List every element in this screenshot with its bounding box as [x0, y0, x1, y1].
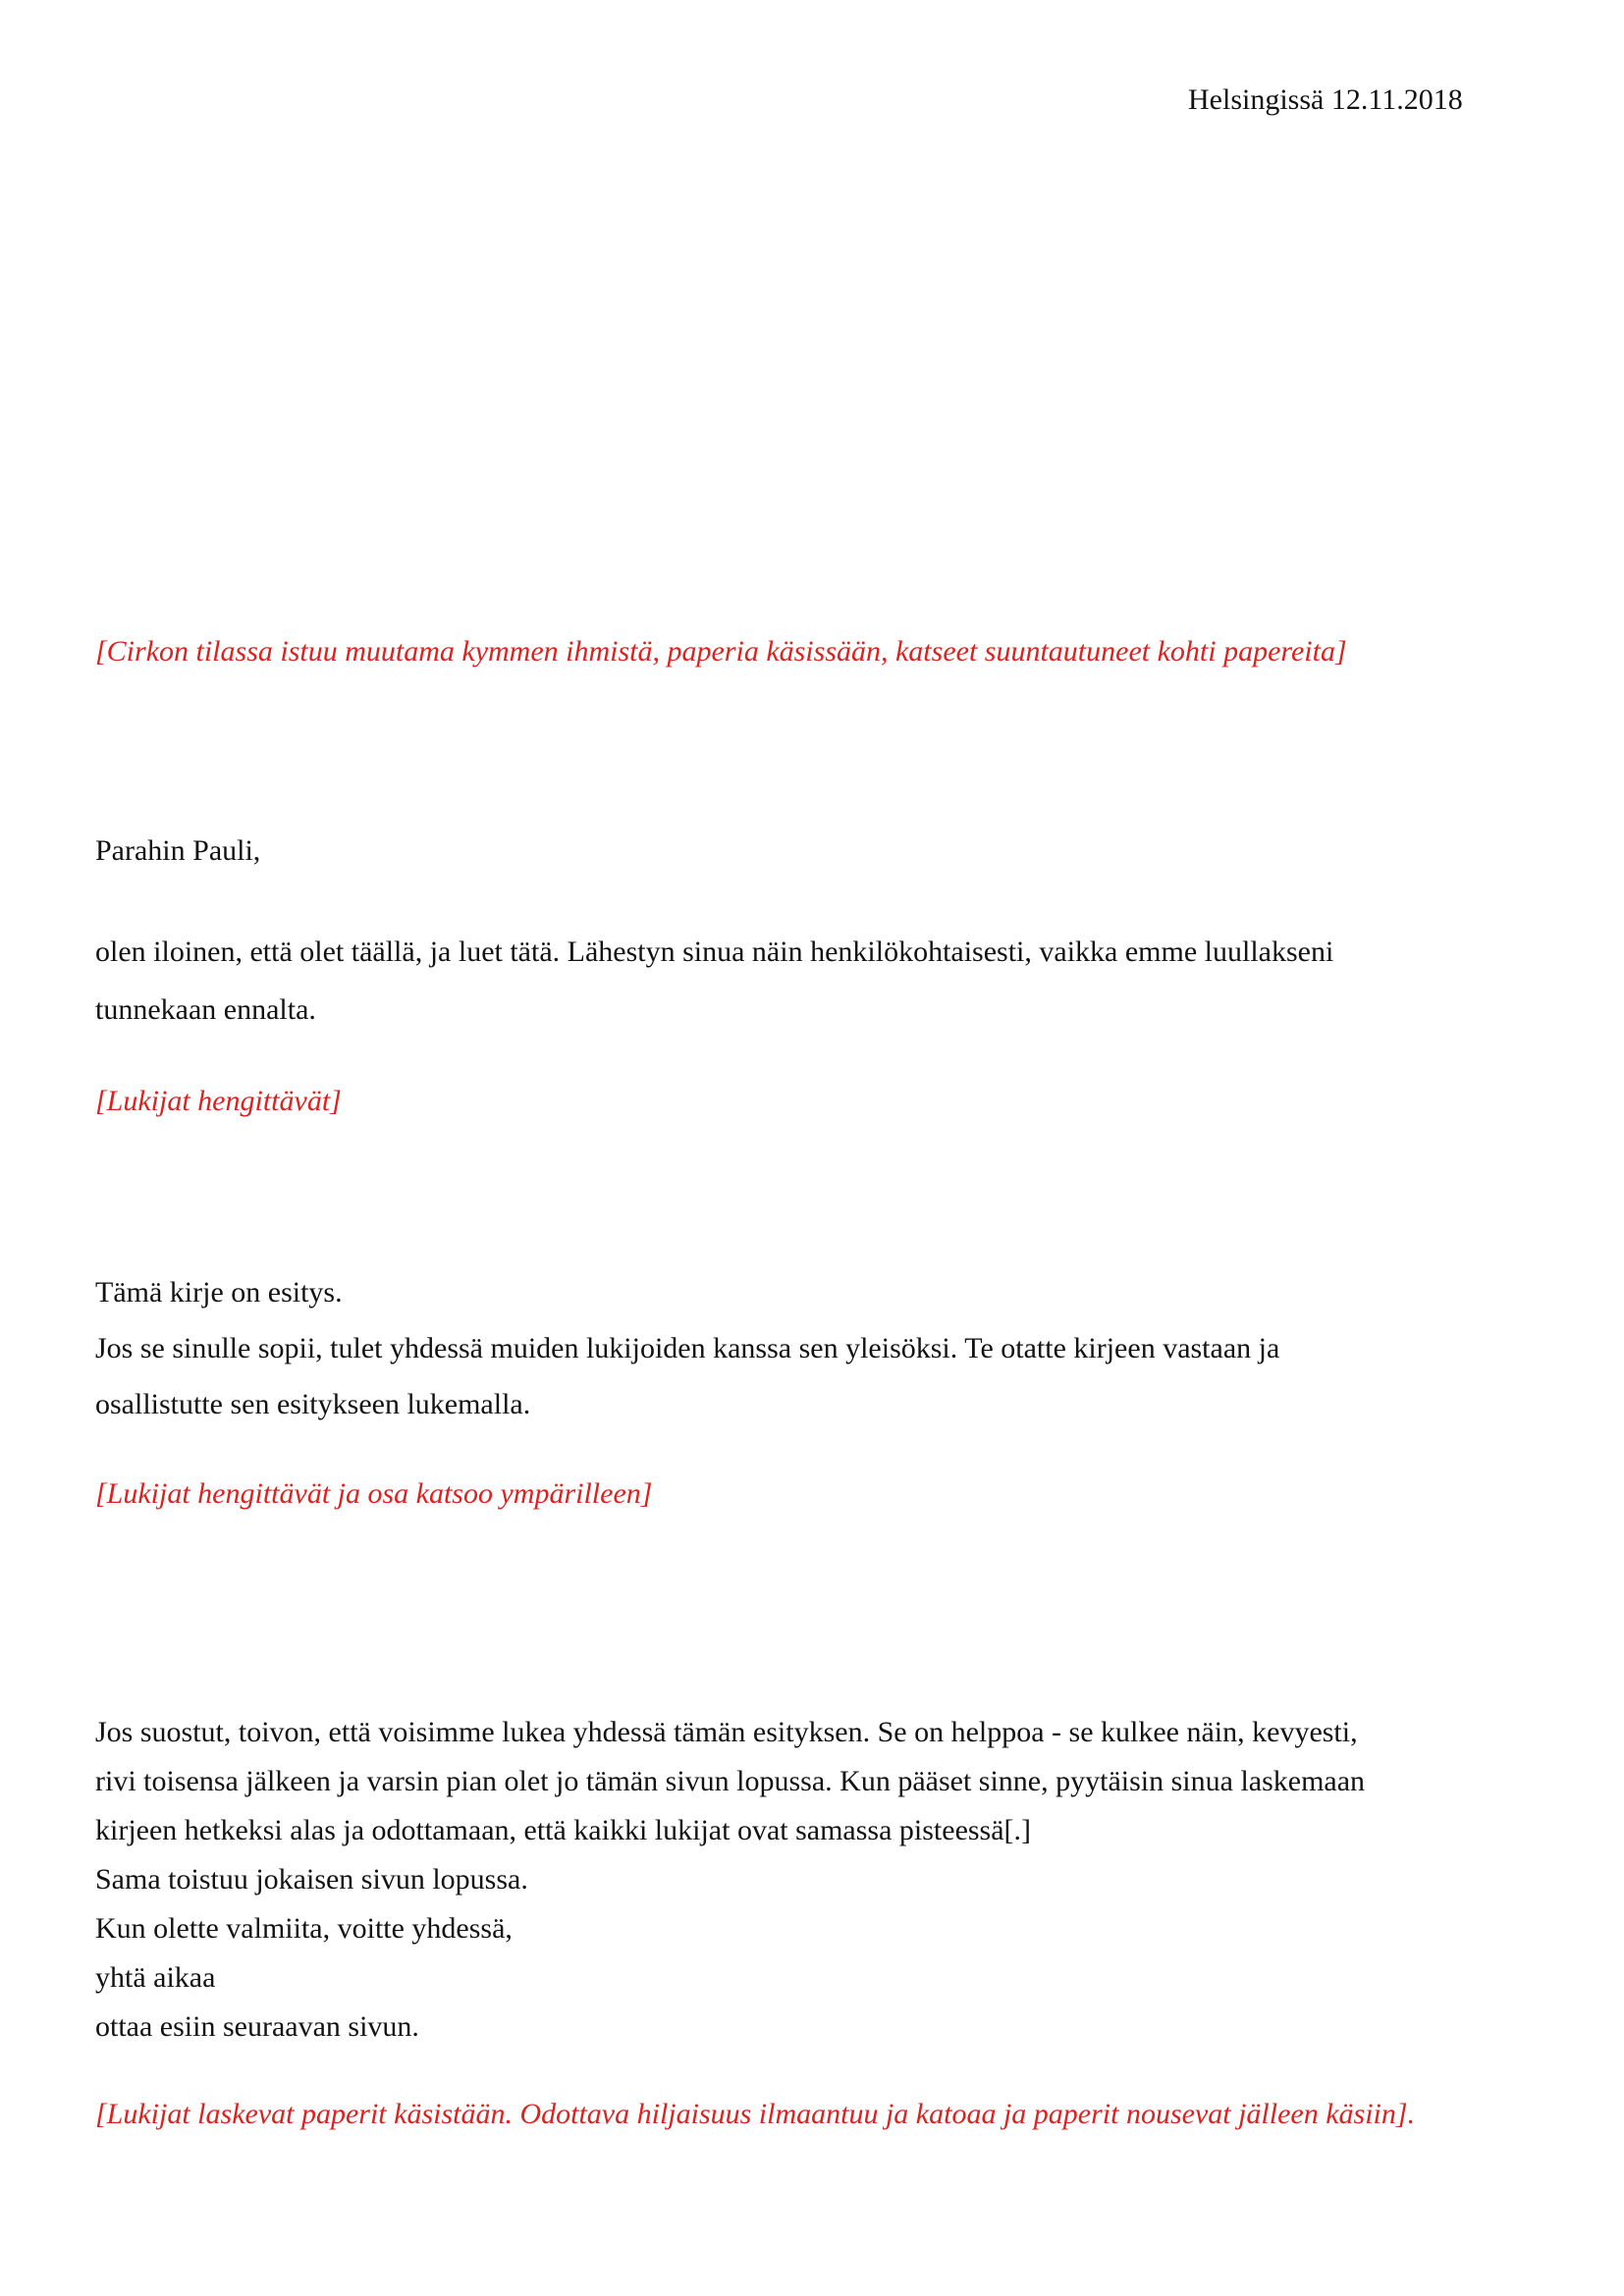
text-line: Tämä kirje on esitys.	[95, 1276, 343, 1308]
text-line: olen iloinen, että olet täällä, ja luet tätä. Lähestyn sinua näin henkilökohtaisesti, vaikka emme luullakseni	[95, 935, 1334, 968]
date-line: Helsingissä 12.11.2018	[1188, 83, 1463, 116]
stage-direction-papers-lowered: [Lukijat laskevat paperit käsistään. Odottava hiljaisuus ilmaantuu ja katoaa ja paperit nousevat jälleen käsiin].	[95, 2098, 1416, 2130]
salutation: Parahin Pauli,	[95, 834, 261, 867]
paragraph-greeting	[95, 923, 1506, 1039]
text-line: Kun olette valmiita, voitte yhdessä,	[95, 1912, 513, 1945]
paragraph-reading-instructions	[95, 1708, 1506, 2052]
text-line: rivi toisensa jälkeen ja varsin pian olet jo tämän sivun lopussa. Kun pääset sinne, pyytäisin sinua laskemaan	[95, 1765, 1366, 1797]
text-line: Sama toistuu jokaisen sivun lopussa.	[95, 1863, 528, 1896]
text-line: Jos suostut, toivon, että voisimme lukea yhdessä tämän esityksen. Se on helppoa - se kulkee näin, kevyesti,	[95, 1716, 1358, 1748]
stage-direction-readers-breathe: [Lukijat hengittävät]	[95, 1085, 342, 1117]
text-line: yhtä aikaa	[95, 1961, 216, 1994]
text-line: tunnekaan ennalta.	[95, 993, 316, 1026]
text-line: kirjeen hetkeksi alas ja odottamaan, että kaikki lukijat ovat samassa pisteessä[.]	[95, 1814, 1032, 1846]
text-line: Jos se sinulle sopii, tulet yhdessä muiden lukijoiden kanssa sen yleisöksi. Te otatte kirjeen vastaan ja	[95, 1332, 1280, 1364]
text-line: ottaa esiin seuraavan sivun.	[95, 2010, 419, 2043]
text-line: osallistutte sen esitykseen lukemalla.	[95, 1388, 531, 1420]
stage-direction-opening: [Cirkon tilassa istuu muutama kymmen ihmistä, paperia käsissään, katseet suuntautuneet kohti papereita]	[95, 635, 1347, 667]
stage-direction-readers-look-around: [Lukijat hengittävät ja osa katsoo ympärilleen]	[95, 1477, 653, 1510]
paragraph-letter-is-performance	[95, 1264, 1506, 1432]
